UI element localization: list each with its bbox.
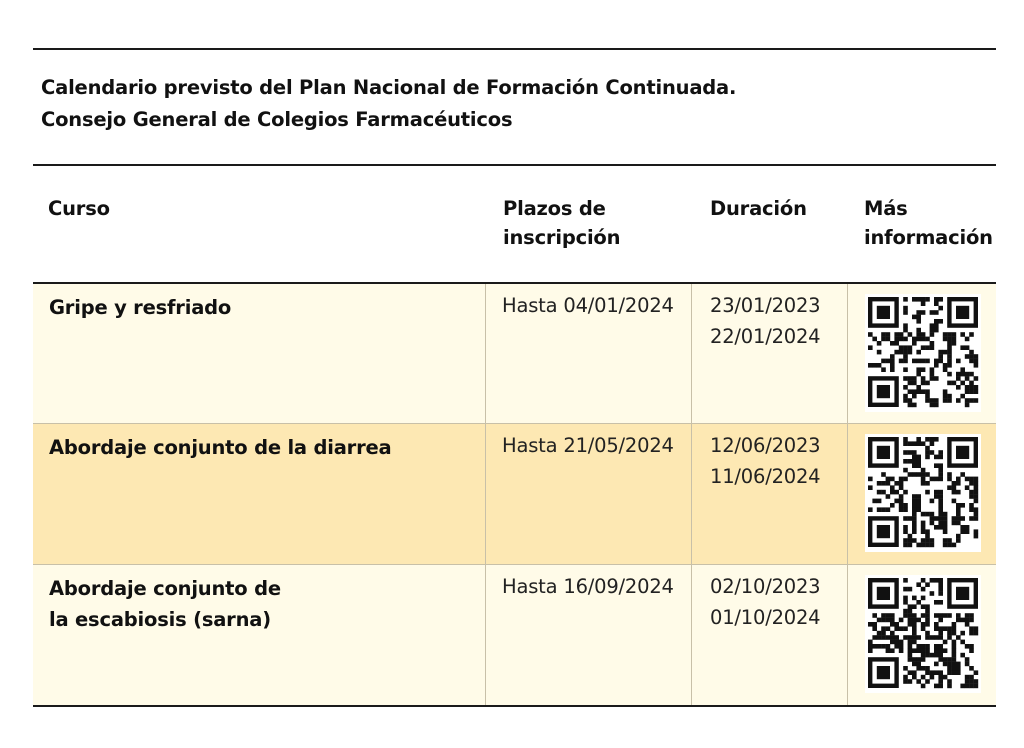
registration-deadline: Hasta 04/01/2024 — [502, 294, 674, 317]
header-plazos: Plazos de inscripción — [503, 197, 621, 249]
course-duration: 23/01/2023 22/01/2024 — [710, 294, 821, 348]
row-divider — [33, 564, 996, 565]
header-top-rule — [33, 164, 996, 166]
header-mas-informacion: Más información — [864, 197, 993, 249]
table-row — [33, 284, 996, 424]
column-divider — [691, 284, 692, 705]
course-name: Abordaje conjunto de la escabiosis (sarna) — [49, 577, 281, 631]
top-rule — [33, 48, 996, 50]
table-row — [33, 424, 996, 564]
course-name: Gripe y resfriado — [49, 296, 232, 319]
header-curso: Curso — [48, 197, 110, 220]
course-name: Abordaje conjunto de la diarrea — [49, 436, 392, 459]
qr-code-icon[interactable] — [865, 294, 981, 412]
table-caption — [41, 72, 941, 136]
column-divider — [485, 284, 486, 705]
caption-line-2: Consejo General de Colegios Farmacéuticos — [41, 108, 513, 131]
caption-line-1: Calendario previsto del Plan Nacional de Formación Continuada. — [41, 76, 737, 99]
course-duration: 12/06/2023 11/06/2024 — [710, 434, 821, 488]
header-duracion: Duración — [710, 197, 807, 220]
qr-code-icon[interactable] — [865, 434, 981, 552]
registration-deadline: Hasta 21/05/2024 — [502, 434, 674, 457]
qr-code-icon[interactable] — [865, 575, 981, 693]
table-row — [33, 565, 996, 705]
row-divider — [33, 423, 996, 424]
bottom-rule — [33, 705, 996, 707]
registration-deadline: Hasta 16/09/2024 — [502, 575, 674, 598]
column-divider — [847, 284, 848, 705]
course-duration: 02/10/2023 01/10/2024 — [710, 575, 821, 629]
